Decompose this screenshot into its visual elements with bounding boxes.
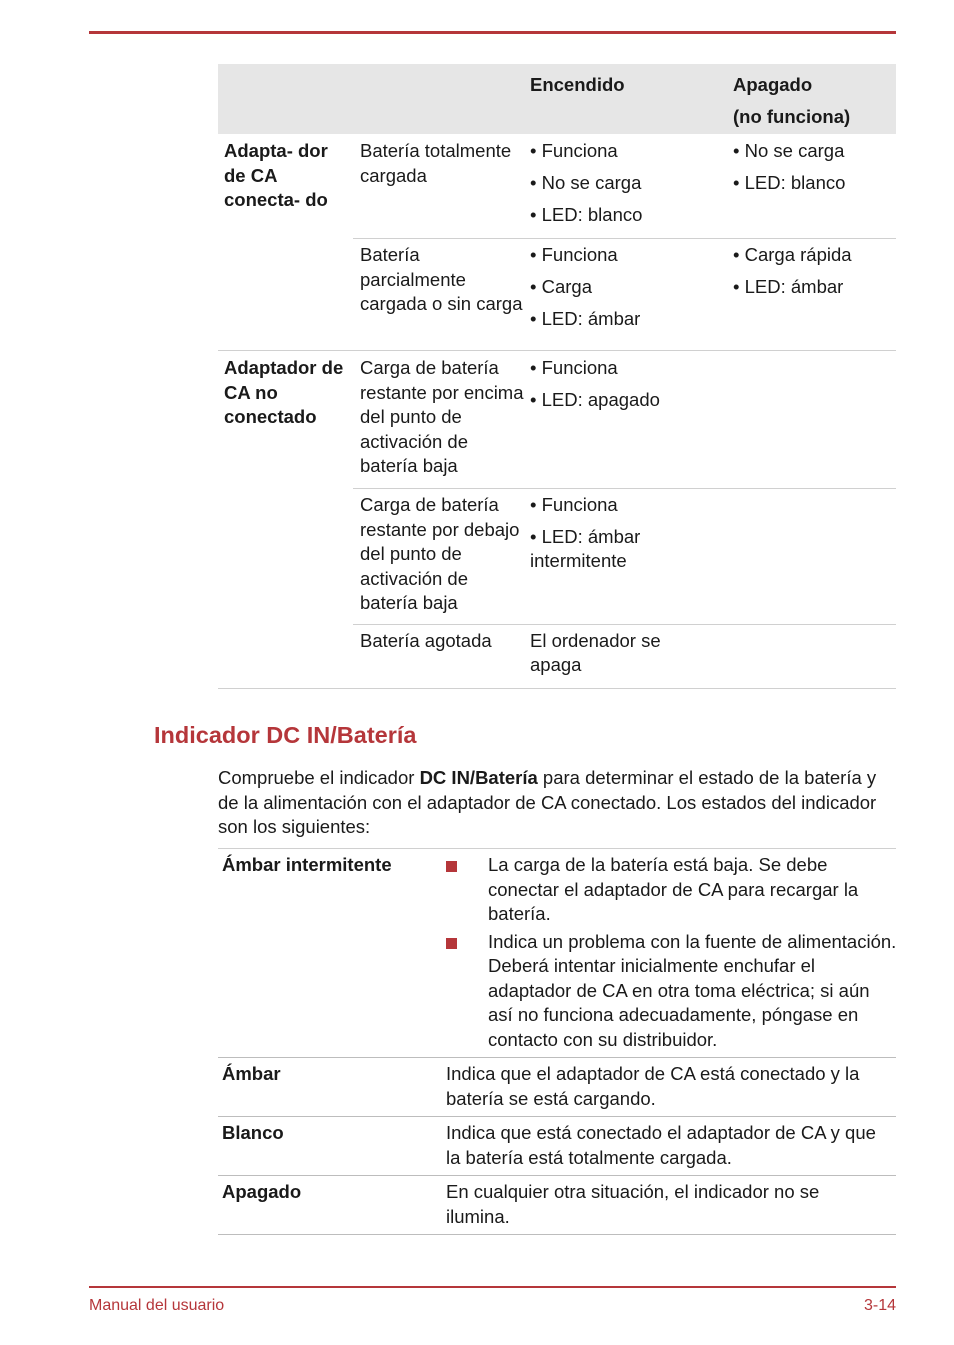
group-label: Adapta- dor de CA conecta- do [224, 140, 328, 210]
page-number: 3-14 [863, 1297, 896, 1314]
indicator-description: Indica que el adaptador de CA está conectado y la batería se está cargando. [446, 1063, 860, 1109]
group-label: Adaptador de CA no conectado [224, 357, 344, 427]
table-row [218, 351, 896, 488]
on-cell: • Funciona • No se carga • LED: blanco [530, 140, 643, 225]
indicator-label: Apagado [222, 1181, 302, 1202]
on-cell: • Funciona • LED: apagado [530, 357, 660, 410]
top-rule [89, 31, 896, 34]
indicator-label: Ámbar intermitente [222, 854, 392, 875]
indicator-description: Indica que está conectado el adaptador de CA y que la batería está totalmente cargada. [446, 1122, 876, 1168]
table-row [218, 1176, 896, 1235]
header-encendido: Encendido [530, 74, 625, 95]
square-bullet-icon [446, 861, 457, 872]
off-cell: • Carga rápida • LED: ámbar [733, 244, 852, 297]
table-row [218, 488, 896, 624]
indicator-label: Ámbar [222, 1063, 281, 1084]
table-row [218, 849, 896, 1058]
power-status-table [218, 64, 896, 689]
intro-paragraph: Compruebe el indicador DC IN/Batería para determinar el estado de la batería y de la alimentación con el adaptador de CA conectado. Los estados del indicador son los siguientes: [218, 767, 877, 837]
indicator-table [218, 848, 896, 1235]
on-cell: • Funciona • Carga • LED: ámbar [530, 244, 641, 329]
table-row [218, 624, 896, 689]
on-cell: El ordenador se apaga [530, 630, 661, 675]
table-row [218, 134, 896, 238]
indicator-label: Blanco [222, 1122, 284, 1143]
section-title: Indicador DC IN/Batería [154, 722, 417, 748]
indicator-description [446, 853, 897, 1052]
state-cell: Batería agotada [360, 630, 492, 651]
state-cell: Batería parcialmente cargada o sin carga [360, 244, 523, 314]
bullet-item: Indica un problema con la fuente de alimentación. Deberá intentar inicialmente enchufar el adaptador de CA en otra toma eléctrica; si aún así no funciona adecuadamente, póngase en contacto con su distribuidor. [446, 930, 898, 1053]
table-header [218, 64, 896, 134]
square-bullet-icon [446, 938, 457, 949]
bottom-rule [89, 1286, 896, 1288]
table-row [218, 1117, 896, 1176]
table-row [218, 1058, 896, 1117]
bullet-item: La carga de la batería está baja. Se debe conectar el adaptador de CA para recargar la batería. [446, 853, 898, 927]
indicator-description: En cualquier otra situación, el indicador no se ilumina. [446, 1181, 820, 1227]
state-cell: Batería totalmente cargada [360, 140, 512, 186]
state-cell: Carga de batería restante por encima del punto de activación de batería baja [360, 357, 524, 476]
header-apagado: Apagado (no funciona) [733, 74, 851, 127]
footer-title: Manual del usuario [89, 1297, 225, 1314]
table-row [218, 238, 896, 351]
on-cell: • Funciona • LED: ámbar intermitente [530, 494, 641, 571]
off-cell: • No se carga • LED: blanco [733, 140, 846, 193]
state-cell: Carga de batería restante por debajo del punto de activación de batería baja [360, 494, 520, 613]
